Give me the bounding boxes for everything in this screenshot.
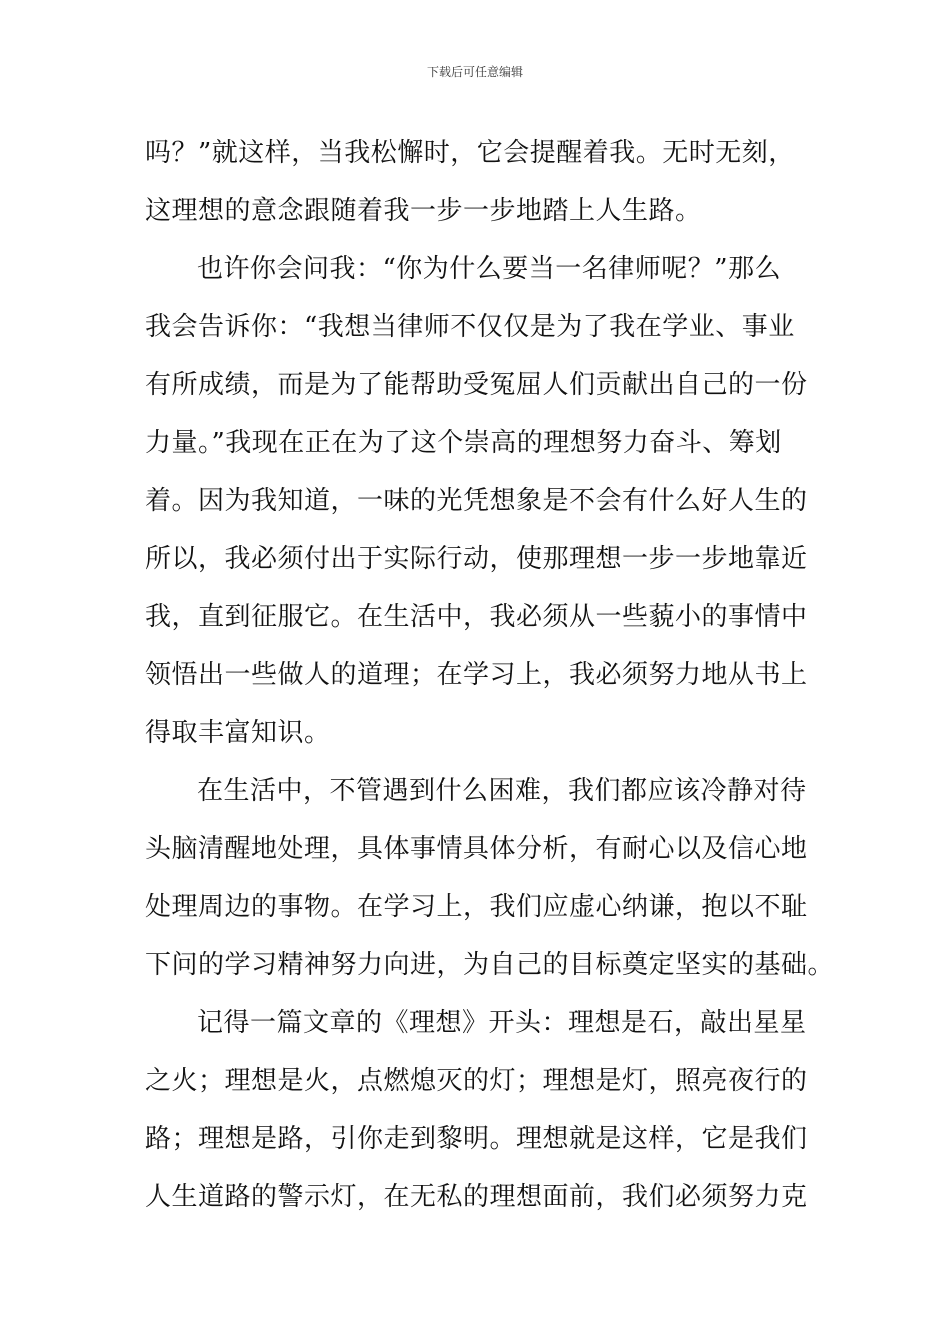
text-line: 下问的学习精神努力向进，为自己的目标奠定坚实的基础。 [145, 950, 835, 980]
text-line: 之火；理想是火，点燃熄灭的灯；理想是灯，照亮夜行的 [145, 1066, 808, 1096]
text-line: 所以，我必须付出于实际行动，使那理想一步一步地靠近 [145, 544, 808, 574]
text-line: 我，直到征服它。在生活中，我必须从一些藐小的事情中 [145, 602, 808, 632]
text-line: 着。因为我知道，一味的光凭想象是不会有什么好人生的 [145, 486, 808, 516]
text-line: 力量。”我现在正在为了这个崇高的理想努力奋斗、筹划 [145, 428, 782, 458]
paragraph-1 [145, 124, 813, 240]
text-line: 也许你会问我：“你为什么要当一名律师呢？”那么 [197, 254, 782, 284]
text-line: 得取丰富知识。 [145, 718, 331, 748]
text-line: 领悟出一些做人的道理；在学习上，我必须努力地从书上 [145, 660, 808, 690]
text-line: 我会告诉你：“我想当律师不仅仅是为了我在学业、事业 [145, 312, 795, 342]
page-header: 下载后可任意编辑 [426, 65, 523, 79]
paragraph-4 [145, 994, 813, 1226]
text-line: 人生道路的警示灯，在无私的理想面前，我们必须努力克 [145, 1182, 808, 1212]
paragraph-2 [145, 240, 813, 762]
document-body [145, 124, 835, 1226]
paragraph-3 [145, 762, 835, 994]
text-line: 记得一篇文章的《理想》开头：理想是石，敲出星星 [197, 1008, 807, 1038]
text-line: 在生活中，不管遇到什么困难，我们都应该冷静对待 [197, 776, 807, 806]
text-line: 这理想的意念跟随着我一步一步地踏上人生路。 [145, 196, 702, 226]
text-line: 路；理想是路，引你走到黎明。理想就是这样，它是我们 [145, 1124, 808, 1154]
text-line: 头脑清醒地处理，具体事情具体分析，有耐心以及信心地 [145, 834, 808, 864]
text-line: 有所成绩，而是为了能帮助受冤屈人们贡献出自己的一份 [145, 370, 808, 400]
text-line: 处理周边的事物。在学习上，我们应虚心纳谦，抱以不耻 [145, 892, 808, 922]
text-line: 吗？”就这样，当我松懈时，它会提醒着我。无时无刻， [145, 138, 795, 168]
